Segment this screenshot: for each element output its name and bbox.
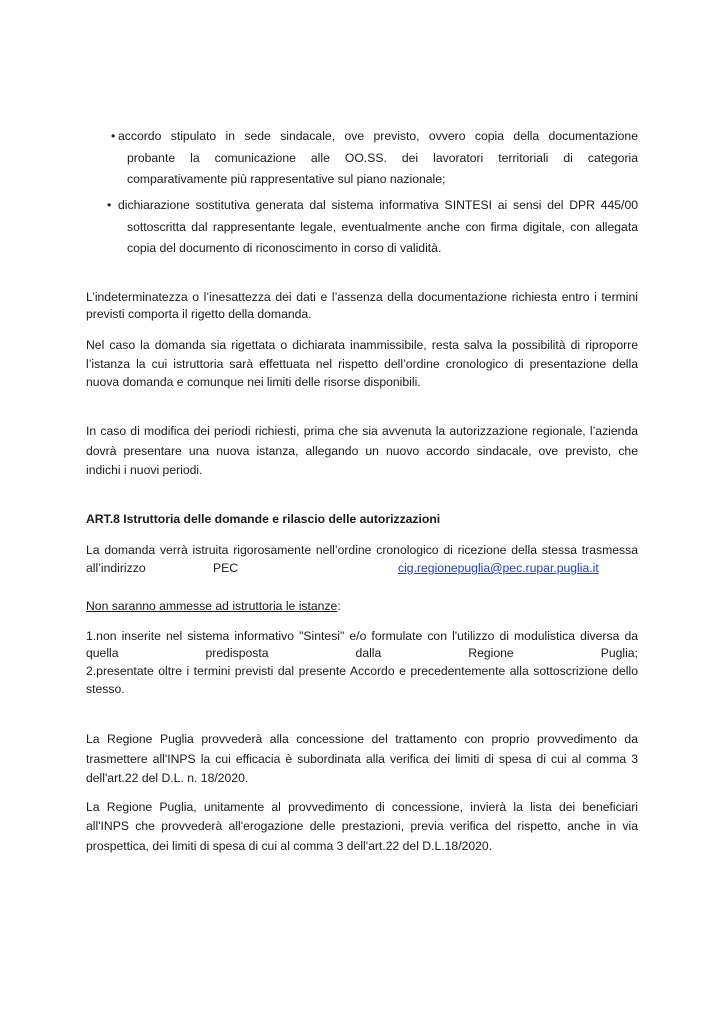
para4-line-3: dell'art.22 del D.L. n. 18/2020.	[86, 771, 249, 785]
pec-email-link[interactable]: cig.regionepuglia@pec.rupar.puglia.it	[398, 561, 599, 575]
bullet-marker: •	[111, 129, 116, 143]
para2-line-1: Nel caso la domanda sia rigettata o dichiarata inammissibile, resta salva la possibilità di riproporre	[86, 338, 638, 352]
item-2-line-2: stesso.	[86, 682, 125, 696]
para4-line-1: La Regione Puglia provvederà alla concessione del trattamento con proprio provvedimento da	[86, 732, 638, 746]
para5-line-2: all'INPS che provvederà all'erogazione delle prestazioni, previa verifica del rispetto, anche in via	[86, 819, 638, 833]
word: dalla	[355, 646, 382, 660]
word: predisposta	[205, 646, 269, 660]
art8-intro-line-1: La domanda verrà istruita rigorosamente nell’ordine cronologico di ricezione della stessa trasmessa	[86, 543, 638, 557]
para2-line-3: nuova domanda e comunque nei limiti delle risorse disponibili.	[86, 375, 421, 389]
bullet-2-line-2: sottoscritta dal rappresentante legale, eventualmente anche con firma digitale, con allegata	[127, 220, 638, 234]
bullet-marker: •	[107, 198, 112, 212]
para1-line-1: L’indeterminatezza o l’inesattezza dei dati e l’assenza della documentazione richiesta entro i termini	[86, 290, 638, 304]
word: quella	[86, 646, 119, 660]
para5-line-1: La Regione Puglia, unitamente al provvedimento di concessione, invierà la lista dei beneficiari	[86, 800, 638, 814]
para3-line-2: dovrà presentare una nuova istanza, allegando un nuovo accordo sindacale, ove previsto, che	[86, 444, 638, 458]
bullet-1-line-3: comparativamente più rappresentative sul piano nazionale;	[127, 172, 446, 186]
art8-intro-address-label: all’indirizzo	[86, 561, 146, 575]
bullet-2-line-3: copia del documento di riconoscimento in corso di validità.	[127, 241, 442, 255]
para5-line-3: prospettica, dei limiti di spesa di cui al comma 3 dell'art.22 del D.L.18/2020.	[86, 839, 493, 853]
not-admitted-text: Non saranno ammesse ad istruttoria le istanze	[86, 599, 338, 613]
item-1-line-1: 1.non inserite nel sistema informativo "Sintesi" e/o formulate con l'utilizzo di modulistica diversa da	[86, 629, 638, 643]
not-admitted-heading	[86, 598, 341, 614]
not-admitted-colon: :	[337, 599, 341, 613]
bullet-1-line-2: probante la comunicazione alle OO.SS. dei lavoratori territoriali di categoria	[127, 151, 638, 165]
word: Puglia;	[600, 646, 638, 660]
para3-line-1: In caso di modifica dei periodi richiesti, prima che sia avvenuta la autorizzazione regionale, l’azienda	[86, 424, 638, 438]
para4-line-2: trasmettere all'INPS la cui efficacia è subordinata alla verifica dei limiti di spesa di cui al comma 3	[86, 752, 638, 766]
bullet-2-line-1: dichiarazione sostitutiva generata dal sistema informativa SINTESI ai sensi del DPR 445/00	[118, 198, 638, 212]
bullet-1-line-1: accordo stipulato in sede sindacale, ove previsto, ovvero copia della documentazione	[118, 129, 638, 143]
art8-intro-pec-label: PEC	[213, 561, 239, 575]
art8-heading: ART.8 Istruttoria delle domande e rilascio delle autorizzazioni	[86, 512, 441, 526]
para3-line-3: indichi i nuovi periodi.	[86, 463, 203, 477]
para2-line-2: l’istanza la cui istruttoria sarà effettuata nel rispetto dell’ordine cronologico di presentazione della	[86, 357, 638, 371]
item-2-line-1: 2.presentate oltre i termini previsti dal presente Accordo e precedentemente alla sottoscrizione dello	[86, 664, 638, 678]
word: Regione	[468, 646, 514, 660]
item-1-line-2	[86, 645, 638, 661]
para1-line-2: previsti comporta il rigetto della domanda.	[86, 307, 312, 321]
